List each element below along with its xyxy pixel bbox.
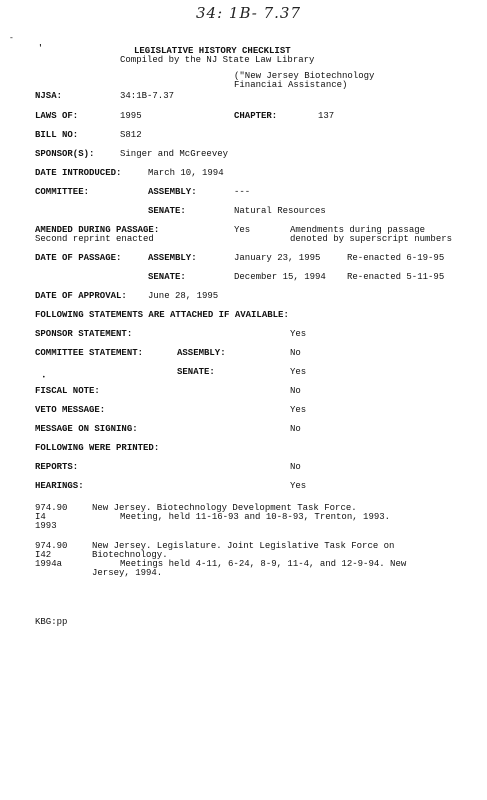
- approval-value: June 28, 1995: [148, 291, 219, 301]
- citation-text: Meeting, held 11-16-93 and 10-8-93, Trenton, 1993.: [120, 512, 391, 522]
- handwritten-statute-number: 34: 1B- 7.37: [196, 4, 301, 22]
- committee-assembly-value: ---: [234, 187, 251, 197]
- amended-remark: denoted by superscript numbers: [290, 234, 453, 244]
- bill-no-value: S812: [120, 130, 142, 140]
- hearings-value: Yes: [290, 481, 307, 491]
- passage-senate-note: Re-enacted 5-11-95: [347, 272, 445, 282]
- fiscal-note-label: FISCAL NOTE:: [35, 386, 100, 396]
- approval-label: DATE OF APPROVAL:: [35, 291, 127, 301]
- committee-senate-label: SENATE:: [148, 206, 186, 216]
- njsa-label: NJSA:: [35, 91, 63, 101]
- amended-label: AMENDED DURING PASSAGE:: [35, 225, 160, 235]
- stray-mark: -: [9, 34, 14, 43]
- njsa-value: 34:1B-7.37: [120, 91, 175, 101]
- amended-note: Second reprint enacted: [35, 234, 154, 244]
- hearings-label: HEARINGS:: [35, 481, 84, 491]
- date-introduced-value: March 10, 1994: [148, 168, 224, 178]
- citation-call-number: 974.90: [35, 541, 68, 551]
- committee-statement-assembly-value: No: [290, 348, 301, 358]
- stray-mark: ': [38, 44, 43, 53]
- message-on-signing-label: MESSAGE ON SIGNING:: [35, 424, 138, 434]
- act-name: Financiai Assistance): [234, 80, 348, 90]
- citation-call-number: I42: [35, 550, 52, 560]
- committee-senate-value: Natural Resources: [234, 206, 326, 216]
- chapter-label: CHAPTER:: [234, 111, 278, 121]
- sponsor-statement-value: Yes: [290, 329, 307, 339]
- chapter-value: 137: [318, 111, 335, 121]
- typist-initials: KBG:pp: [35, 617, 68, 627]
- committee-statement-label: COMMITTEE STATEMENT:: [35, 348, 144, 358]
- bill-no-label: BILL NO:: [35, 130, 79, 140]
- veto-message-label: VETO MESSAGE:: [35, 405, 106, 415]
- committee-statement-senate-label: SENATE:: [177, 367, 215, 377]
- committee-assembly-label: ASSEMBLY:: [148, 187, 197, 197]
- amended-remark: Amendments during passage: [290, 225, 426, 235]
- printed-heading: FOLLOWING WERE PRINTED:: [35, 443, 160, 453]
- document-subtitle: Compiled by the NJ State Law Library: [120, 55, 315, 65]
- committee-statement-assembly-label: ASSEMBLY:: [177, 348, 226, 358]
- laws-of-label: LAWS OF:: [35, 111, 79, 121]
- reports-label: REPORTS:: [35, 462, 79, 472]
- passage-assembly-label: ASSEMBLY:: [148, 253, 197, 263]
- document-title: LEGISLATIVE HISTORY CHECKLIST: [134, 46, 291, 56]
- citation-call-number: 1993: [35, 521, 57, 531]
- sponsors-label: SPONSOR(S):: [35, 149, 95, 159]
- bullet-mark: •: [42, 374, 46, 381]
- committee-label: COMMITTEE:: [35, 187, 90, 197]
- citation-call-number: I4: [35, 512, 46, 522]
- sponsors-value: Singer and McGreevey: [120, 149, 229, 159]
- sponsor-statement-label: SPONSOR STATEMENT:: [35, 329, 133, 339]
- date-introduced-label: DATE INTRODUCED:: [35, 168, 122, 178]
- citation-text: New Jersey. Biotechnology Development Task Force.: [92, 503, 357, 513]
- passage-senate-label: SENATE:: [148, 272, 186, 282]
- amended-value: Yes: [234, 225, 251, 235]
- fiscal-note-value: No: [290, 386, 301, 396]
- citation-text: Biotechnology.: [92, 550, 168, 560]
- committee-statement-senate-value: Yes: [290, 367, 307, 377]
- passage-label: DATE OF PASSAGE:: [35, 253, 122, 263]
- citation-text: Meetings held 4-11, 6-24, 8-9, 11-4, and 12-9-94. New: [120, 559, 407, 569]
- passage-assembly-date: January 23, 1995: [234, 253, 321, 263]
- laws-of-value: 1995: [120, 111, 142, 121]
- citation-text: New Jersey. Legislature. Joint Legislative Task Force on: [92, 541, 395, 551]
- statements-heading: FOLLOWING STATEMENTS ARE ATTACHED IF AVAILABLE:: [35, 310, 289, 320]
- message-on-signing-value: No: [290, 424, 301, 434]
- act-name: ("New Jersey Biotechnology: [234, 71, 375, 81]
- citation-text: Jersey, 1994.: [92, 568, 163, 578]
- passage-assembly-note: Re-enacted 6-19-95: [347, 253, 445, 263]
- reports-value: No: [290, 462, 301, 472]
- citation-call-number: 974.90: [35, 503, 68, 513]
- veto-message-value: Yes: [290, 405, 307, 415]
- passage-senate-date: December 15, 1994: [234, 272, 326, 282]
- citation-call-number: 1994a: [35, 559, 63, 569]
